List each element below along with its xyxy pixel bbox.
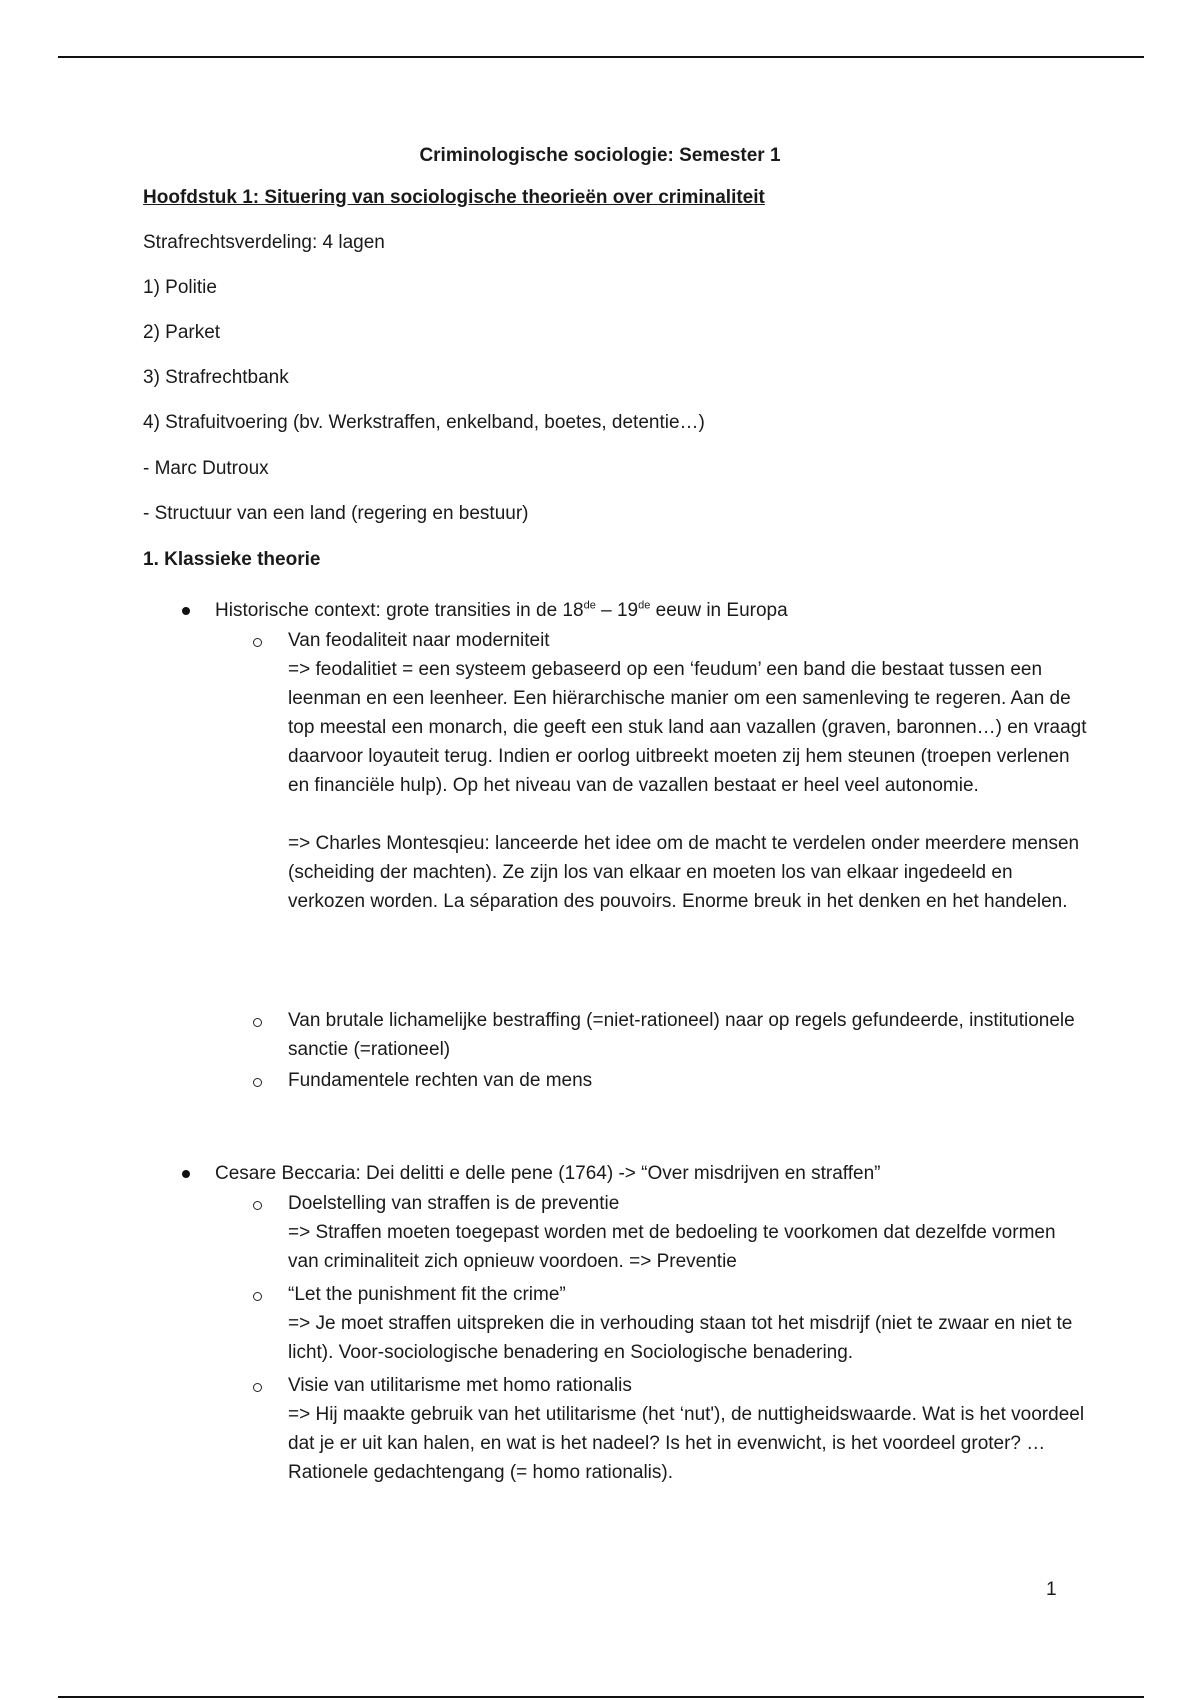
paragraph: => feodalitiet = een systeem gebaseerd op een ‘feudum’ een band die bestaat tussen een leenman en een leenheer. Een hiërarchische manier om een samenleving te regeren. Aan de top meestal een monarch, die geeft een stuk land aan vazallen (graven, baronnen…) en vraagt daarvoor loyauteit terug. Indien er oorlog uitbreekt moeten zij hem steunen (troepen verlenen en financiële hulp). Op het niveau van de vazallen bestaat er heel veel autonomie. bbox=[288, 659, 1087, 796]
sub-bullet-title: Doelstelling van straffen is de preventie bbox=[288, 1193, 620, 1214]
sub-bullet-item: Van brutale lichamelijke bestraffing (=niet-rationeel) naar op regels gefundeerde, institutionele sanctie (=rationeel) bbox=[288, 1010, 1075, 1060]
paragraph: => Hij maakte gebruik van het utilitarisme (het ‘nut'), de nuttigheidswaarde. Wat is het voordeel dat je er uit kan halen, en wat is het nadeel? Is het in evenwicht, is het voordeel groter? … Rationele gedachtengang (= homo rationalis). bbox=[288, 1404, 1085, 1483]
paragraph: => Je moet straffen uitspreken die in verhouding staan tot het misdrijf (niet te zwaar en niet te licht). Voor-sociologische benadering en Sociologische benadering. bbox=[288, 1313, 1073, 1363]
sub-bullet-item bbox=[288, 1280, 1088, 1367]
bullet-icon bbox=[182, 1170, 190, 1178]
footer-rule bbox=[58, 1696, 1144, 1698]
paragraph: => Straffen moeten toegepast worden met de bedoeling te voorkomen dat dezelfde vormen van criminaliteit zich opnieuw voordoen. => Preventie bbox=[288, 1222, 1056, 1272]
sub-bullet-title: “Let the punishment fit the crime” bbox=[288, 1284, 566, 1305]
sub-bullet-icon bbox=[253, 1018, 262, 1027]
sub-bullet-icon bbox=[253, 1292, 262, 1301]
intro-line: 2) Parket bbox=[143, 322, 221, 343]
chapter-heading: Hoofdstuk 1: Situering van sociologische theorieën over criminaliteit bbox=[143, 187, 765, 208]
sub-bullet-item: Fundamentele rechten van de mens bbox=[288, 1070, 593, 1091]
page-number: 1 bbox=[1046, 1579, 1057, 1600]
sub-bullet-icon bbox=[253, 1383, 262, 1392]
bullet-icon bbox=[182, 607, 190, 615]
section-heading: 1. Klassieke theorie bbox=[143, 549, 321, 570]
intro-line: 3) Strafrechtbank bbox=[143, 367, 289, 388]
sub-bullet-item bbox=[288, 626, 1088, 916]
header-rule bbox=[58, 56, 1144, 58]
sub-bullet-item bbox=[288, 1189, 1088, 1276]
paragraph: => Charles Montesqieu: lanceerde het idee om de macht te verdelen onder meerdere mensen (scheiding der machten). Ze zijn los van elkaar en moeten los van elkaar ingedeeld en verkozen worden. La séparation des pouvoirs. Enorme breuk in het denken en het handelen. bbox=[288, 833, 1080, 912]
sub-bullet-icon bbox=[253, 638, 262, 647]
intro-line: - Structuur van een land (regering en bestuur) bbox=[143, 503, 529, 524]
intro-line: - Marc Dutroux bbox=[143, 458, 269, 479]
bullet-item: Cesare Beccaria: Dei delitti e delle pene (1764) -> “Over misdrijven en straffen” bbox=[215, 1163, 881, 1184]
sub-bullet-icon bbox=[253, 1201, 262, 1210]
intro-line: Strafrechtsverdeling: 4 lagen bbox=[143, 232, 385, 253]
sub-bullet-item bbox=[288, 1371, 1088, 1487]
sub-bullet-title: Van feodaliteit naar moderniteit bbox=[288, 630, 550, 651]
sub-bullet-title: Visie van utilitarisme met homo rationalis bbox=[288, 1375, 632, 1396]
sub-bullet-icon bbox=[253, 1078, 262, 1087]
intro-line: 1) Politie bbox=[143, 277, 217, 298]
bullet-item: Historische context: grote transities in de 18de – 19de eeuw in Europa bbox=[215, 599, 788, 621]
intro-line: 4) Strafuitvoering (bv. Werkstraffen, enkelband, boetes, detentie…) bbox=[143, 412, 705, 433]
document-title: Criminologische sociologie: Semester 1 bbox=[419, 145, 781, 166]
